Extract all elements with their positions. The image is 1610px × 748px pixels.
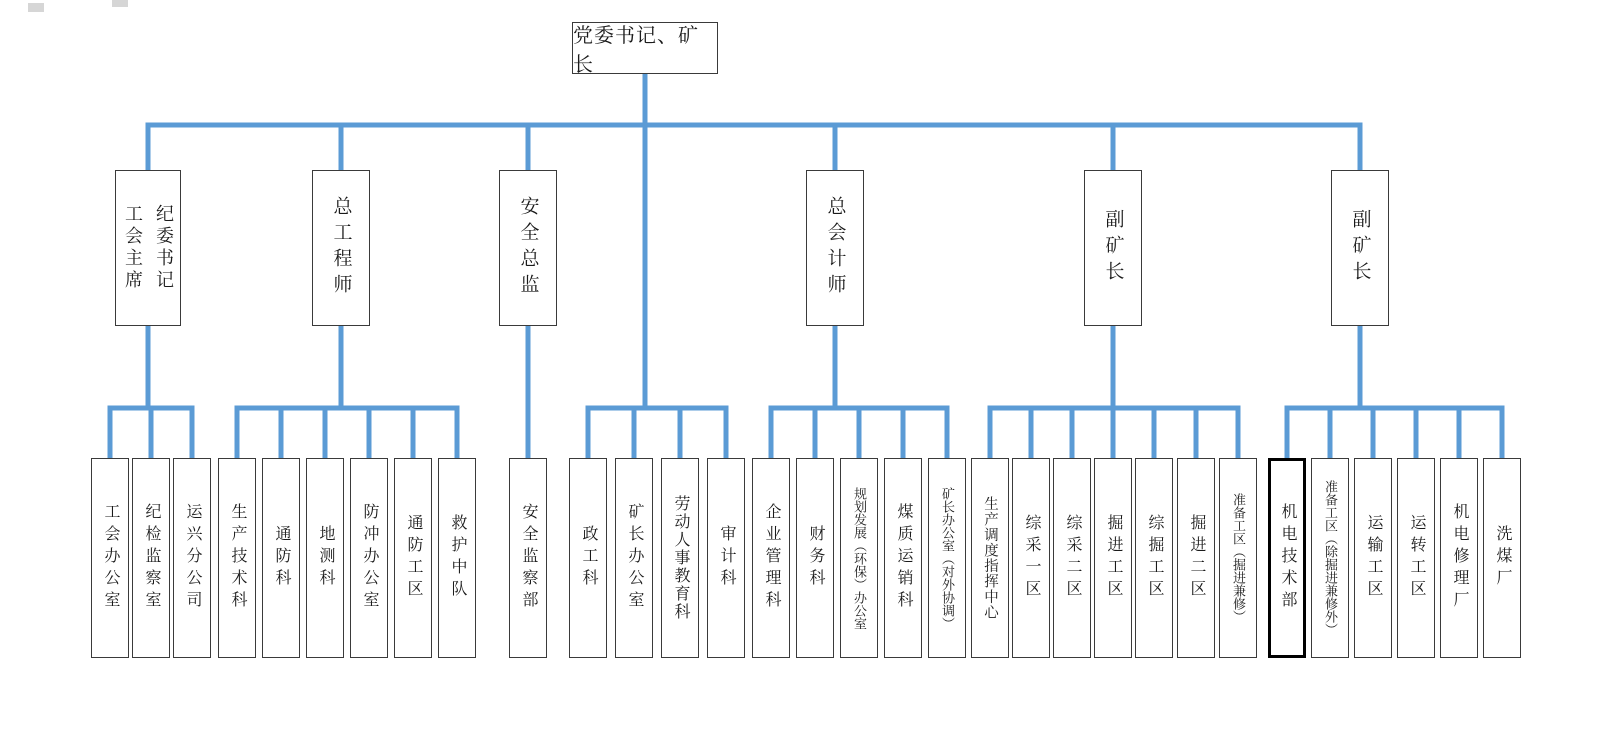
dept-box <box>262 458 300 658</box>
dept-label: 运输工区 <box>1365 514 1382 602</box>
dept-box <box>1397 458 1435 658</box>
dept-label: 防冲办公室 <box>361 503 378 613</box>
exec-box-deputy-director-1 <box>1084 170 1142 326</box>
dept-box <box>569 458 607 658</box>
dept-box <box>884 458 922 658</box>
dept-box <box>1053 458 1091 658</box>
dept-label: 工会办公室 <box>102 503 119 613</box>
dept-box <box>615 458 653 658</box>
exec-label: 副矿长 <box>1349 209 1371 287</box>
dept-label: 地测科 <box>317 525 334 591</box>
dept-box <box>1135 458 1173 658</box>
dept-label: 通防工区 <box>405 514 422 602</box>
dept-label: 救护中队 <box>449 514 466 602</box>
dept-label: 掘进二区 <box>1188 514 1205 602</box>
dept-label: 生产调度指挥中心 <box>982 496 998 620</box>
dept-label: 综掘工区 <box>1146 514 1163 602</box>
dept-box <box>132 458 170 658</box>
dept-box <box>394 458 432 658</box>
dept-box <box>928 458 966 658</box>
dept-label: 纪检监察室 <box>143 503 160 613</box>
dept-box <box>218 458 256 658</box>
dept-box <box>509 458 547 658</box>
dept-box <box>1094 458 1132 658</box>
exec-box-safety-director <box>499 170 557 326</box>
dept-box <box>1483 458 1521 658</box>
dept-label: 准备工区（除掘进兼修外） <box>1323 480 1338 636</box>
dept-label: 劳动人事教育科 <box>672 495 689 621</box>
dept-label: 综采二区 <box>1064 514 1081 602</box>
exec-box-deputy-director-2 <box>1331 170 1389 326</box>
dept-box <box>173 458 211 658</box>
dept-box <box>1311 458 1349 658</box>
exec-label: 安全总监 <box>517 196 539 300</box>
dept-box <box>1219 458 1257 658</box>
exec-label-union-chairman: 工会主席 <box>123 204 143 292</box>
dept-label: 运兴分公司 <box>184 503 201 613</box>
dept-label: 矿长办公室 <box>626 503 643 613</box>
dept-label: 掘进工区 <box>1105 514 1122 602</box>
dept-label: 运转工区 <box>1408 514 1425 602</box>
dept-box <box>1177 458 1215 658</box>
exec-label: 总会计师 <box>824 196 846 300</box>
exec-label: 总工程师 <box>330 196 352 300</box>
page-artifact <box>112 0 128 7</box>
dept-label: 综采一区 <box>1023 514 1040 602</box>
dept-box <box>796 458 834 658</box>
dept-label: 审计科 <box>718 525 735 591</box>
exec-box-chief-accountant <box>806 170 864 326</box>
dept-label: 规划发展（环保）办公室 <box>852 486 867 630</box>
exec-label-discipline-secretary: 纪委书记 <box>154 204 174 292</box>
dept-label: 财务科 <box>807 525 824 591</box>
exec-box-discipline-union <box>115 170 181 326</box>
dept-box <box>840 458 878 658</box>
dept-box-bold <box>1268 458 1306 658</box>
dept-box <box>707 458 745 658</box>
exec-label-columns <box>117 204 179 292</box>
page-artifact <box>28 3 44 12</box>
dept-box <box>350 458 388 658</box>
dept-label: 生产技术科 <box>229 503 246 613</box>
dept-box <box>306 458 344 658</box>
dept-label: 安全监察部 <box>520 503 537 613</box>
dept-label: 企业管理科 <box>763 503 780 613</box>
dept-box <box>91 458 129 658</box>
root-label: 党委书记、矿长 <box>573 25 699 76</box>
dept-box <box>1440 458 1478 658</box>
dept-box <box>1354 458 1392 658</box>
exec-box-chief-engineer <box>312 170 370 326</box>
dept-label: 准备工区（掘进兼修） <box>1231 493 1246 623</box>
dept-label: 洗煤厂 <box>1494 525 1511 591</box>
root-box <box>572 22 718 74</box>
dept-label: 机电技术部 <box>1279 503 1296 613</box>
dept-box <box>752 458 790 658</box>
dept-label: 煤质运销科 <box>895 503 912 613</box>
dept-label: 通防科 <box>273 525 290 591</box>
dept-box <box>438 458 476 658</box>
dept-label: 矿长办公室（对外协调） <box>940 486 955 630</box>
dept-box <box>661 458 699 658</box>
dept-box <box>971 458 1009 658</box>
exec-label: 副矿长 <box>1102 209 1124 287</box>
dept-label: 机电修理厂 <box>1451 503 1468 613</box>
dept-box <box>1012 458 1050 658</box>
dept-label: 政工科 <box>580 525 597 591</box>
